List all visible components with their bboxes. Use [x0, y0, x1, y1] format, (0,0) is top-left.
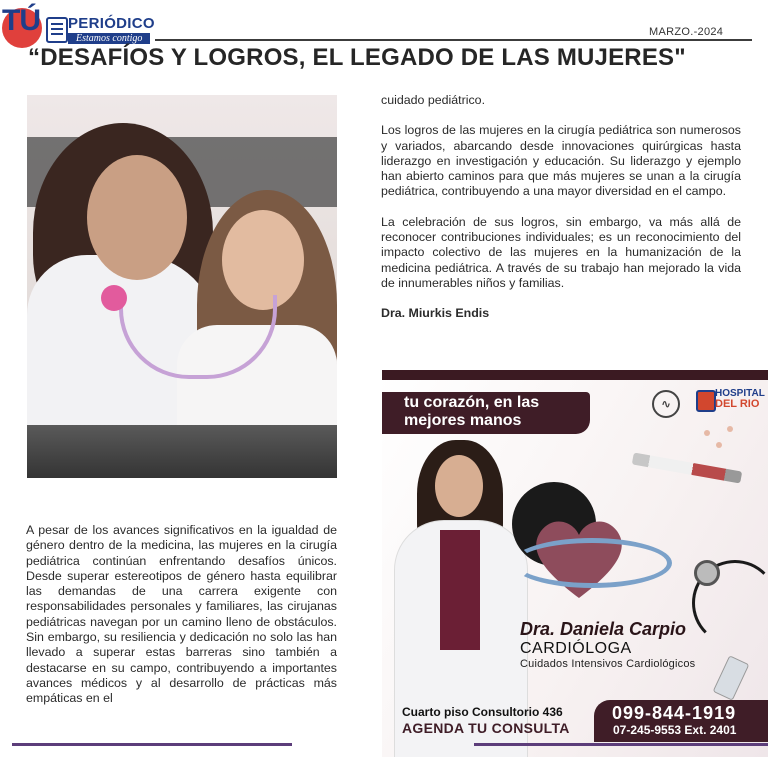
logo-tu: TÚ [2, 4, 40, 37]
footer-rule-left [12, 743, 292, 746]
article-left-column [26, 523, 337, 707]
doctor-specialty: CARDIÓLOGA [520, 640, 632, 657]
photo-woman-face [87, 155, 187, 280]
stethoscope-chestpiece [101, 285, 127, 311]
newspaper-icon [46, 17, 68, 43]
pill-dot [716, 442, 722, 448]
hospital-logo-icon [696, 390, 716, 412]
ad-top-bar [382, 370, 768, 380]
article-right-column [381, 93, 741, 337]
office-location: Cuarto piso Consultorio 436 [402, 705, 563, 719]
hospital-name-line1: HOSPITAL [715, 388, 765, 399]
article-headline: “DESAFÍOS Y LOGROS, EL LEGADO DE LAS MUJERES" [28, 44, 686, 71]
photo-desk [27, 425, 337, 478]
advertisement[interactable] [382, 370, 768, 757]
phone-alt[interactable]: 07-245-9553 Ext. 2401 [613, 723, 737, 737]
syringe-icon [632, 453, 742, 484]
doctor-face [435, 455, 483, 517]
stethoscope-chestpiece [694, 560, 720, 586]
doctor-shirt [440, 530, 480, 650]
logo-slogan: Estamos contigo [68, 33, 150, 44]
pill-dot [704, 430, 710, 436]
article-paragraph: Los logros de las mujeres en la cirugía pediátrica son numerosos y variados, abarcando desde innovaciones quirúrgicas hasta liderazgo en investigación y educación. Su liderazgo y ejemplo han abierto caminos para que más mujeres se unan a la cirugía pediátrica, contribuyendo a una mayor diversidad en el campo. [381, 123, 741, 199]
logo-name: PERIÓDICO [68, 15, 155, 32]
header-rule [155, 39, 752, 41]
hospital-name-line2: DEL RIO [715, 398, 760, 410]
hospital-name [715, 388, 768, 410]
ad-tagline: tu corazón, en las mejores manos [404, 394, 540, 429]
phone-main[interactable]: 099-844-1919 [612, 703, 737, 723]
heartbeat-icon: ∿ [652, 390, 680, 418]
article-paragraph: A pesar de los avances significativos en la igualdad de género dentro de la medicina, las mujeres en la cirugía pediátrica continúan enfrentando desafíos únicos. Desde superar estereotipos de género hasta equilibrar las demandas de una carrera exigente con responsabilidades personales y familiares, las cirujanas pediátricas navegan por un camino lleno de obstáculos. Sin embargo, su resiliencia y dedicación no solo las han llevado a superar estas barreras sino también a destacarse en su campo, contribuyendo a importantes avances médicos y al desarrollo de prácticas más empáticas en el [26, 523, 337, 706]
doctor-subspecialty: Cuidados Intensivos Cardiológicos [520, 658, 696, 670]
pill-dot [727, 426, 733, 432]
book-appointment-link[interactable]: AGENDA TU CONSULTA [402, 720, 570, 736]
footer-rule-right [474, 743, 768, 746]
doctor-name: Dra. Daniela Carpio [520, 619, 687, 639]
issue-date: MARZO.-2024 [649, 26, 724, 38]
heart-ring-arrow [512, 538, 672, 588]
article-signature: Dra. Miurkis Endis [381, 306, 490, 321]
article-photo [27, 95, 337, 478]
article-paragraph: La celebración de sus logros, sin embargo, va más allá de reconocer contribuciones individuales; es un reconocimiento del impacto colectivo de las mujeres en la humanización de la medicina pediátrica. A través de su trabajo han mejorado la vida de innumerables niños y familias. [381, 214, 741, 290]
article-paragraph: cuidado pediátrico. [381, 93, 486, 107]
